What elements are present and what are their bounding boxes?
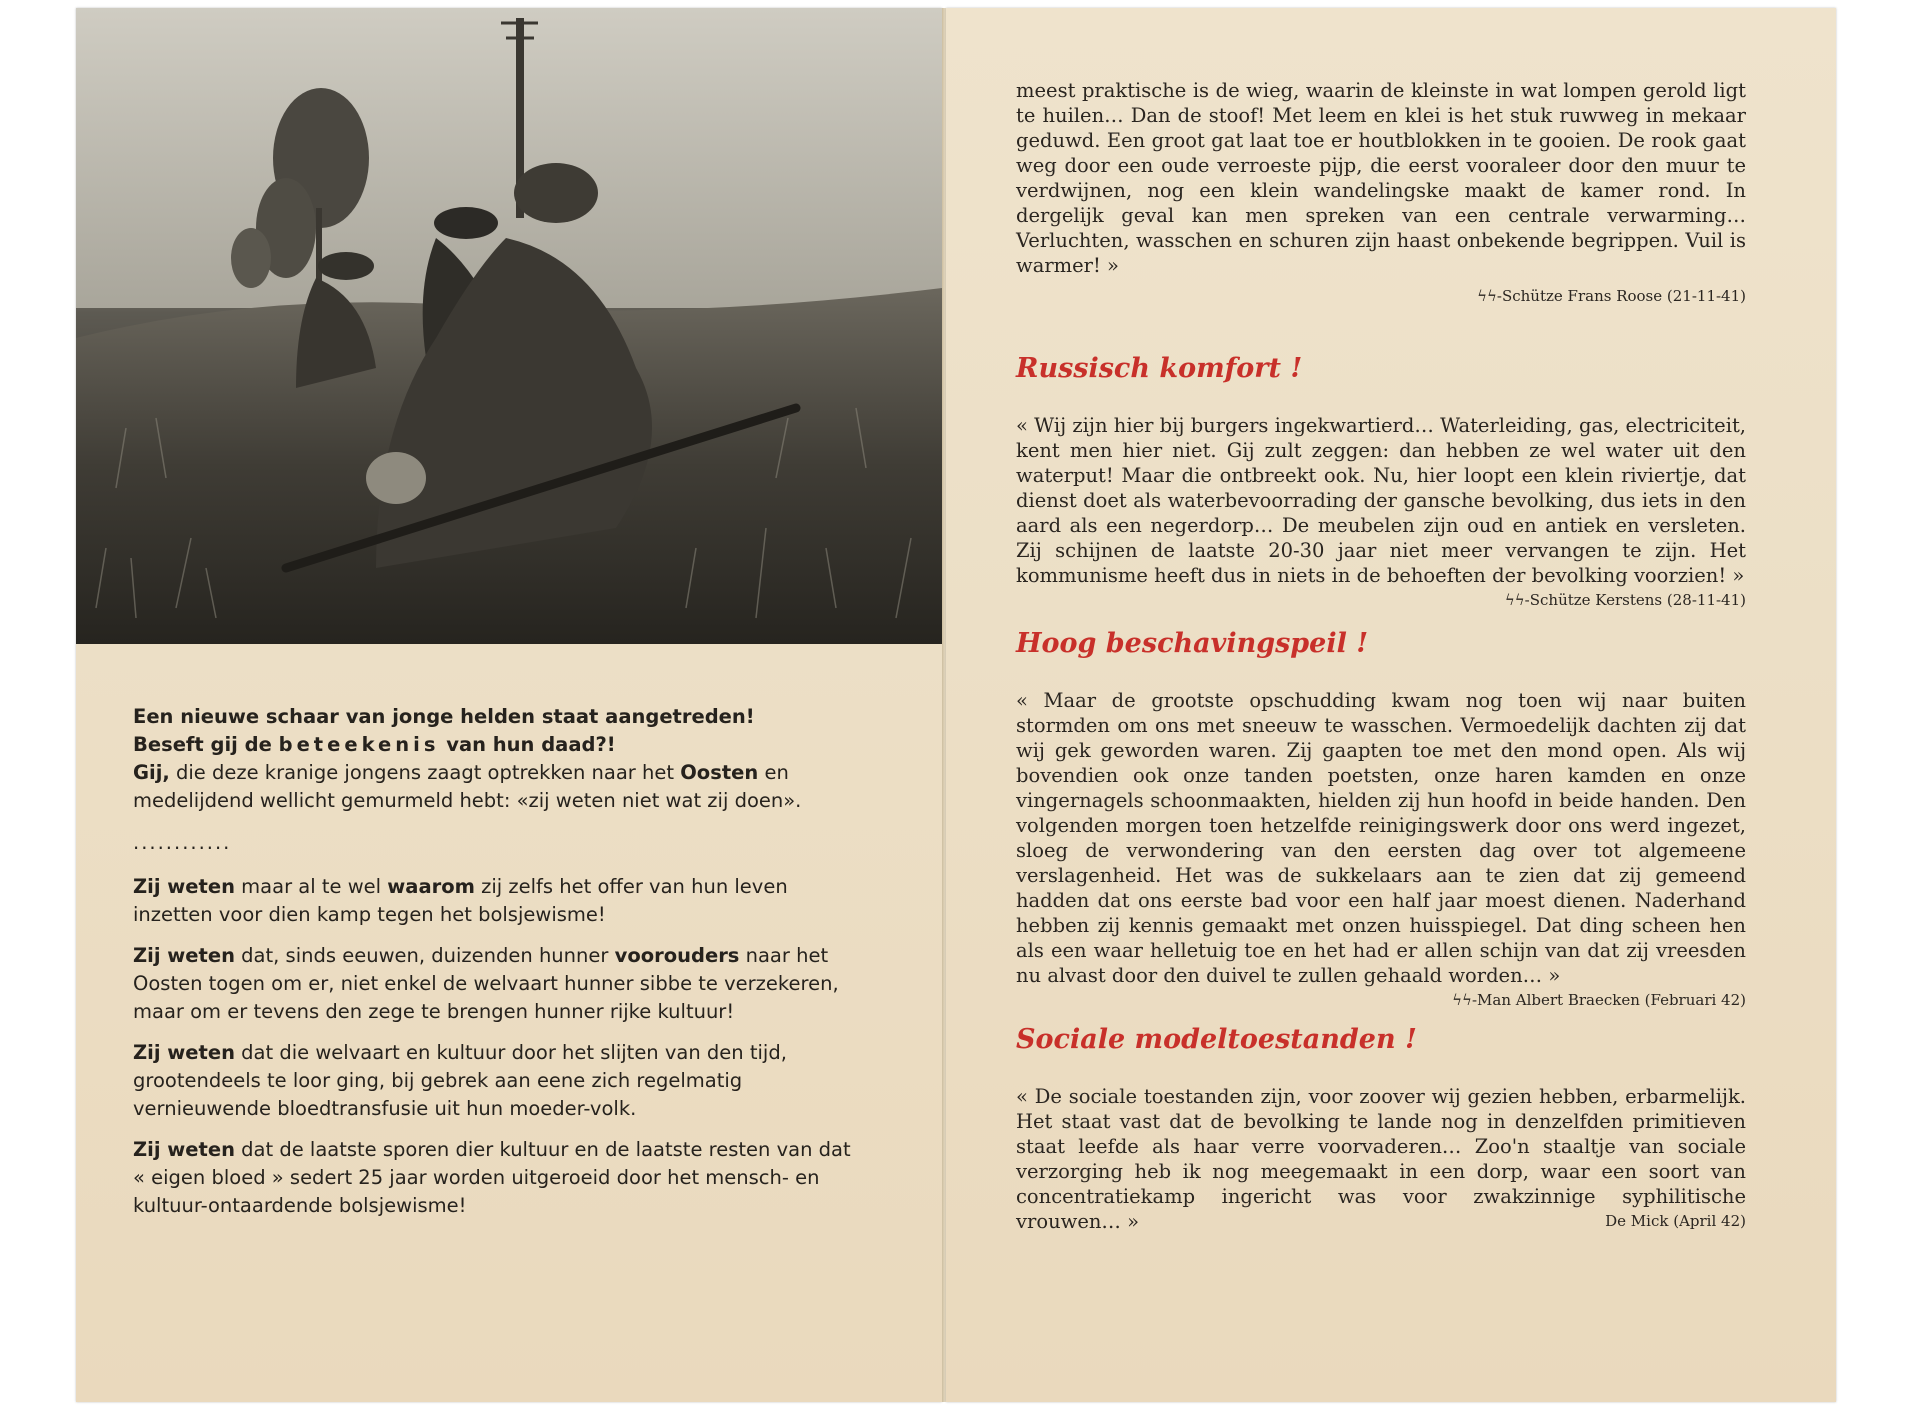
letter-1: « Wij zijn hier bij burgers ingekwartierd… Waterleiding, gas, electriciteit, kent men hier niet. Gij zult zeggen: dan hebben ze wel water uit den waterput! Maar die ontbreekt ook. Nu, hier loopt een klein riviertje, dat dienst doet als waterbevoorrading der gansche bevolking, dus iets in den aard als een negerdorp… De meubelen zijn oud en antiek en versleten. Zij schijnen de laatste 20-30 jaar niet meer vervangen te zijn. Het kommunisme heeft dus in niets in de behoeften der bevolking voorzien! » ϟϟ-Schütze Kerstens (28-11-41) [1016,413,1746,588]
paragraph-2: Zij weten dat, sinds eeuwen, duizenden hunner voorouders naar het Oosten togen om er, niet enkel de welvaart hunner sibbe te verzekeren, maar om er tevens den zege te brengen hunner rijke kultuur! [133,944,839,1023]
heading-russisch-komfort: Russisch komfort ! [1016,353,1303,384]
signature-1: ϟϟ-Schütze Frans Roose (21-11-41) [1477,287,1746,305]
soldiers-photo [76,8,942,644]
ellipsis-divider: ............ [133,831,232,854]
left-article [133,703,853,1233]
letter-2: « Maar de grootste opschudding kwam nog toen wij naar buiten stormden om ons met sneeuw te wasschen. Vermoedelijk dachten zij dat wij gek geworden waren. Zij gaapten toe met den mond open. Als wij bovendien ook onze tanden poetsten, onze haren kamden en onze vingernagels schoonmaakten, hielden zij hun hoofd in beide handen. Den volgenden morgen toen hetzelfde reinigingswerk door ons werd ingezet, sloeg de verwondering van den eersten dag over tot algemeene verslagenheid. Het was de sukkelaars aan te zien dat zij gemeend hadden dat ons eerste bad voor een half jaar moest dienen. Naderhand hebben zij kennis gemaakt met onzen huisspiegel. Dat ding scheen hen als een waar helletuig toe en het had er allen schijn van dat zij vreesden nu alvast door den duivel te zullen gehaald worden… » ϟϟ-Man Albert Braecken (Februari 42) [1016,688,1746,988]
intro-line-3: Gij, die deze kranige jongens zaagt optrekken naar het Oosten en medelijdend wellicht gemurmeld hebt: «zij weten niet wat zij doen». [133,761,802,812]
letter-continuation: meest praktische is de wieg, waarin de kleinste in wat lompen gerold ligt te huilen… Dan de stoof! Met leem en klei is het stuk ruwweg in mekaar geduwd. Een groot gat laat toe er houtblokken in te gooien. De rook gaat weg door een oude verroeste pijp, die eerst vooraleer door den muur te verdwijnen, nog een klein wandelingske maakt de kamer rond. In dergelijk geval kan men spreken van een centrale verwarming… Verluchten, wasschen en schuren zijn haast onbekende begrippen. Vuil is warmer! » [1016,79,1746,277]
paragraph-1: Zij weten maar al te wel waarom zij zelfs het offer van hun leven inzetten voor dien kamp tegen het bolsjewisme! [133,875,788,926]
left-page [76,8,942,1402]
right-column [1016,78,1746,1234]
paragraph-4: Zij weten dat de laatste sporen dier kultuur en de laatste resten van dat « eigen bloed » sedert 25 jaar worden uitgeroeid door het mensch- en kultuur-ontaardende bolsjewisme! [133,1138,851,1217]
signature-4: De Mick (April 42) [1605,1212,1746,1230]
signature-2: ϟϟ-Schütze Kerstens (28-11-41) [1504,591,1746,609]
photo-drawing [76,8,942,644]
signature-3: ϟϟ-Man Albert Braecken (Februari 42) [1452,991,1746,1009]
letter-3: « De sociale toestanden zijn, voor zoover wij gezien hebben, erbarmelijk. Het staat vast dat de bevolking te lande nog in denzelfden primitieven staat leefde als haar verre voorvaderen… Zoo'n staaltje van sociale verzorging heb ik nog meegemaakt in een dorp, waar een soort van concentratiekamp ingericht was voor zwakzinnige syphilitische vrouwen… » De Mick (April 42) [1016,1085,1746,1233]
heading-hoog-beschavingspeil: Hoog beschavingspeil ! [1016,628,1369,659]
intro-line-1: Een nieuwe schaar van jonge helden staat aangetreden! [133,705,755,728]
heading-sociale-modeltoestanden: Sociale modeltoestanden ! [1016,1024,1417,1055]
intro-line-2: Beseft gij de beteekenis van hun daad?! [133,733,616,756]
paragraph-3: Zij weten dat die welvaart en kultuur door het slijten van den tijd, grootendeels te loor ging, bij gebrek aan eene zich regelmatig vernieuwende bloedtransfusie uit hun moeder-volk. [133,1041,787,1120]
